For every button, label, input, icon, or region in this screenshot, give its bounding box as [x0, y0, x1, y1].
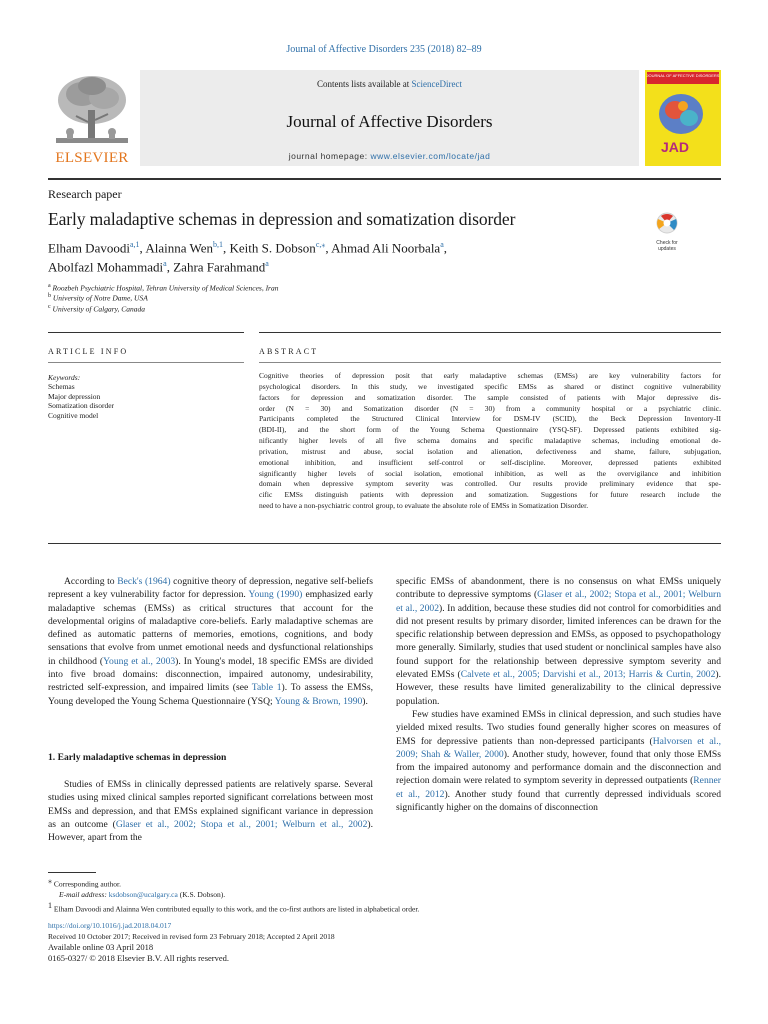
affiliation-a: $^a$ Roozbeh Psychiatric Hospital, Tehran University of Medical Sciences, Iran: [48, 283, 279, 293]
authors-line-2: Abolfazl Mohammadi$^a$, Zahra Farahmand$^a$: [48, 259, 269, 275]
author-name[interactable]: Elham Davoodi: [48, 240, 130, 256]
history-dates: Received 10 October 2017; Received in revised form 23 February 2018; Accepted 2 April 2018: [48, 931, 335, 941]
body-text: According to: [64, 576, 118, 587]
author-name[interactable]: Abolfazl Mohammadi: [48, 259, 164, 275]
article-type-label: Research paper: [48, 187, 122, 201]
body-text: Few studies have examined EMSs in clinical depression, and such studies have yielded mixed results. Two studies found generally higher scores on measures of EMS for depressive patients than non-depressed participants (: [396, 708, 721, 747]
abstract-top-rule: [259, 332, 721, 333]
body-text: ). Another study found that currently depressed individuals scored significantly higher on the domains of disconnection: [396, 788, 721, 814]
section-1-heading: 1. Early maladaptive schemas in depression: [48, 752, 227, 763]
abstract-line: psychological disorders. In this study, we investigated specific EMSs as shared or distinct cognitive vulnerability: [259, 381, 721, 391]
keyword-item: Somatization disorder: [48, 401, 115, 411]
intro-paragraph: [48, 575, 373, 708]
elsevier-logo[interactable]: [48, 70, 136, 166]
abstract-text: [259, 371, 721, 512]
abstract-line: (BDI-II), and the short form of the Young Schema Questionnaire (YSQ-SF). Depressed patients exhibited sig-: [259, 425, 721, 435]
author-affiliation-mark[interactable]: b,1: [213, 240, 223, 249]
abstract-rule: [259, 362, 721, 363]
elsevier-wordmark: ELSEVIER: [55, 150, 129, 166]
contents-line: [140, 79, 639, 89]
right-paragraph-1: [396, 575, 721, 708]
body-text: Studies of EMSs in clinically depressed patients are relatively sparse. Several studies using mixed clinical samples reported significant correlations between most EMSs and depression, and that EMSs explained significant variance in depression as an outcome (: [48, 779, 373, 830]
citation-link[interactable]: Halvorsen et al., 2009; Shah & Waller, 2000: [396, 735, 721, 760]
affiliation-c: $^c$ University of Calgary, Canada: [48, 304, 146, 314]
author-name[interactable]: Keith S. Dobson: [229, 240, 316, 256]
email-note: E-mail address: ksdobson@ucalgary.ca (K.S. Dobson).: [59, 890, 226, 900]
abstract-line: significantly higher levels of social isolation, emotional inhibition, as well as the overvigilance and inhibition: [259, 468, 721, 478]
abstract-line: need to have a non-psychiatric control group, to evaluate the absolute role of EMSs in Somatization Disorder.: [259, 501, 589, 511]
check-for-updates-badge[interactable]: [650, 212, 684, 252]
citation-link[interactable]: Beck's (1964): [117, 576, 171, 587]
abstract-line: nificantly higher levels of all five schema domains and specific maladaptive schemas, including emotional de-: [259, 436, 721, 446]
abstract-bottom-rule: [48, 543, 721, 544]
keywords-block: [48, 373, 114, 420]
body-text: ). To assess the EMSs, Young developed the Young Schema Questionnaire (YSQ;: [48, 682, 373, 707]
footnotes: [48, 876, 419, 915]
corresponding-author-note: ⁎ Corresponding author.: [48, 876, 121, 889]
available-online: Available online 03 April 2018: [48, 942, 154, 952]
abstract-line: emotional inhibition, and insufficient self-control or self-discipline. Moreover, depressed patients exhibited: [259, 457, 721, 467]
crossmark-label-2: updates: [658, 246, 676, 252]
article-info-rule: [48, 362, 244, 363]
journal-name: Journal of Affective Disorders: [286, 112, 493, 131]
right-column: [396, 575, 721, 814]
copyright-line: 0165-0327/ © 2018 Elsevier B.V. All rights reserved.: [48, 952, 230, 963]
body-text: ). In Young's model, 18 specific EMSs are divided into five broad domains: disconnection, impaired autonomy, undesirability, restricted self-expression, and impaired limits (see: [48, 655, 373, 694]
section-1-column: [48, 778, 373, 844]
keyword-item: Cognitive model: [48, 410, 99, 420]
article-info-top-rule: [48, 332, 244, 333]
affiliation-b: $^b$ University of Notre Dame, USA: [48, 293, 148, 303]
body-text: specific EMSs of abandonment, there is no consensus on what EMSs uniquely contribute to depressive symptoms (: [396, 576, 721, 601]
body-text: ). In addition, because these studies did not control for comorbidities and did not present results by primary disorder, limited inferences can be drawn for the specific relationship between depression and EMSs, as opposed to psychopathology more generally. Similarly, studies that used student or nonclinical samples have also found support for the relationship between depressive symptom severity and elevated EMSs (: [396, 602, 721, 681]
publication-info: [48, 921, 335, 963]
body-text: ). However, apart from the: [48, 818, 373, 844]
journal-reference-link[interactable]: Journal of Affective Disorders 235 (2018) 82–89: [286, 44, 482, 55]
citation-link[interactable]: Glaser et al., 2002; Stopa et al., 2001; Welburn et al., 2002: [396, 589, 721, 614]
abstract-line: domain when depressive symptom severity was controlled. Our results provide preliminary evidence that spe-: [259, 479, 721, 489]
header-divider: [48, 178, 721, 180]
abstract-line: factors for depression and somatization disorder. The sample consisted of patients with Major depressive dis-: [259, 392, 721, 402]
keyword-item: Major depression: [48, 391, 101, 401]
crossmark-icon: [650, 212, 684, 234]
author-affiliation-mark[interactable]: a: [440, 240, 444, 249]
keyword-item: Schemas: [48, 382, 75, 392]
intro-paragraph-column: [48, 575, 373, 708]
body-text: ). Another study, however, found that only those EMSs from the impaired autonomy and performance domain and the disconnection and rejection domain were related to symptom severity in depressed outpatients (: [396, 748, 721, 787]
citation-link[interactable]: Glaser et al., 2002; Stopa et al., 2001; Welburn et al., 2002: [115, 818, 368, 830]
body-text: emphasized early maladaptive schemas (EMSs) as critical structures that account for the developmental origins of maladaptive core-beliefs. Early maladaptive schemas are defined as automatic patterns of memories, emotions, cognitions, and body sensations that evolve from unmet emotional needs and dysfunctional relationships in childhood (: [48, 589, 373, 667]
email-link[interactable]: ksdobson@ucalgary.ca: [108, 890, 178, 900]
right-paragraph-2: [396, 708, 721, 814]
author-name[interactable]: Alainna Wen: [145, 240, 213, 256]
author-affiliation-mark[interactable]: a: [265, 259, 269, 268]
citation-link[interactable]: Young et al., 2003: [103, 655, 176, 667]
homepage-link[interactable]: www.elsevier.com/locate/jad: [370, 151, 491, 161]
crossmark-label-1: Check for: [656, 240, 678, 246]
abstract-line: cific EMSs distinguish patients with depression and somatization. Suggestions for future research include the: [259, 490, 721, 500]
abstract-line: order (N = 30) and Somatization disorder (N = 30) from a community hospital or a psychiatric clinic.: [259, 403, 721, 413]
doi-link[interactable]: https://doi.org/10.1016/j.jad.2018.04.017: [48, 921, 172, 930]
citation-link[interactable]: Calvete et al., 2005; Darvishi et al., 2013; Harris & Curtin, 2002: [460, 669, 716, 681]
author-affiliation-mark[interactable]: a,1: [129, 240, 140, 249]
body-text: ).: [362, 695, 368, 707]
homepage-line: [140, 151, 639, 161]
author-affiliation-mark[interactable]: c,⁎: [315, 240, 326, 249]
body-text: cognitive theory of depression, negative self-beliefs represent a key vulnerability factor for depression.: [48, 576, 373, 601]
homepage-label: journal homepage:: [288, 151, 368, 161]
contents-prefix: Contents lists available at: [317, 79, 410, 89]
authors-line-1: Elham Davoodi$^{a,1}$, Alainna Wen$^{b,1}$, Keith S. Dobson$^{c,⁎}$, Ahmad Ali Noorbala$^a$,: [48, 240, 448, 256]
keywords-label: Keywords:: [48, 373, 81, 382]
article-info-heading: ARTICLE INFO: [48, 347, 129, 356]
equal-contribution-note: $^1$ Elham Davoodi and Alainna Wen contributed equally to this work, and the co-first authors are listed in alphabetical order.: [48, 901, 420, 914]
abstract-heading: ABSTRACT: [259, 347, 319, 356]
journal-header-band: [140, 70, 639, 166]
author-affiliation-mark[interactable]: a: [163, 259, 167, 268]
author-name[interactable]: Zahra Farahmand: [173, 259, 266, 275]
journal-cover-image[interactable]: [645, 70, 721, 166]
citation-link[interactable]: Young & Brown, 1990: [274, 695, 363, 707]
elsevier-tree-icon: [52, 72, 132, 148]
body-text: ). However, these results have limited generalizability to the clinical depressive population.: [396, 669, 721, 707]
section-1-paragraph: [48, 778, 373, 844]
cover-title-text: JOURNAL OF AFFECTIVE DISORDERS: [646, 73, 720, 78]
cover-jad-text: JAD: [660, 139, 690, 155]
citation-link[interactable]: Young (1990): [248, 589, 303, 601]
abstract-line: Participants completed the Structured Clinical Interview for DSM-IV (SCID), the Beck Depression Inventory-II: [259, 414, 721, 424]
citation-link[interactable]: Table 1: [251, 682, 282, 694]
abstract-line: privation, mistrust and abuse, social isolation and alienation, defectiveness and shame, failure, subjugation,: [259, 446, 721, 456]
citation-link[interactable]: Renner et al., 2012: [396, 775, 721, 800]
footnote-rule: [48, 872, 96, 873]
journal-masthead: [48, 70, 639, 170]
sciencedirect-link[interactable]: ScienceDirect: [411, 79, 462, 89]
abstract-line: Cognitive theories of depression posit that early maladaptive schemas (EMSs) are key vulnerability factors for: [259, 371, 721, 380]
author-name[interactable]: Ahmad Ali Noorbala: [331, 240, 441, 256]
paper-title: Early maladaptive schemas in depression and somatization disorder: [48, 209, 516, 229]
